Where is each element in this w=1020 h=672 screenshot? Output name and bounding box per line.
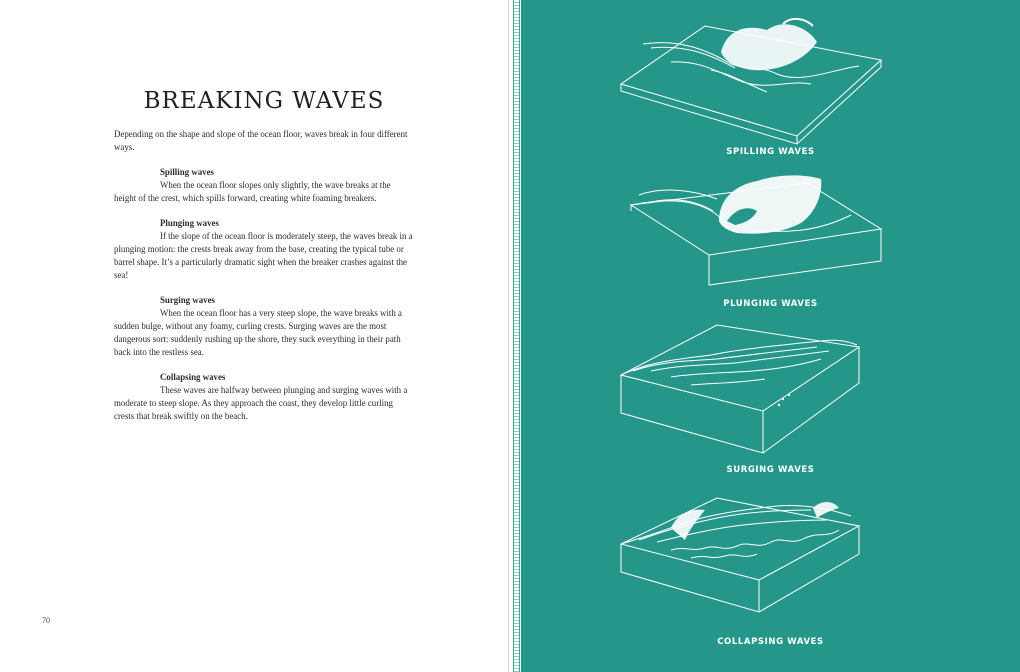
section-text: When the ocean floor has a very steep slope, the wave breaks with a sudden bulge, without any foamy, curling crests. Surging waves are the most dangerous sort: suddenly rushing up the shore, they suck everything in their path back into the restless sea.: [114, 308, 402, 357]
section-surging: [114, 294, 414, 359]
plunging-waves-panel: [521, 165, 1020, 315]
surging-wave-illustration: [521, 315, 1020, 480]
spilling-waves-caption: SPILLING WAVES: [726, 147, 815, 157]
page-number: 70: [42, 616, 50, 625]
plunging-wave-illustration: [521, 165, 1020, 315]
spilling-wave-illustration: [521, 0, 1020, 165]
section-heading: Collapsing waves: [160, 372, 226, 382]
section-text: If the slope of the ocean floor is moderately steep, the waves break in a plunging motion: the crests break away from the base, creating the typical tube or barrel shape. It’s a particularly dramatic sight when the breaker crashes against the sea!: [114, 231, 413, 280]
article-body: [114, 128, 414, 435]
right-page: [521, 0, 1020, 672]
section-plunging: [114, 217, 414, 282]
section-heading: Plunging waves: [160, 218, 219, 228]
intro-paragraph: Depending on the shape and slope of the ocean floor, waves break in four different ways.: [114, 129, 408, 152]
surging-waves-panel: [521, 315, 1020, 480]
spilling-waves-panel: [521, 0, 1020, 165]
page-title: BREAKING WAVES: [143, 88, 385, 114]
section-spilling: [114, 166, 414, 205]
decorative-border: [513, 0, 520, 672]
section-text: When the ocean floor slopes only slightly, the wave breaks at the height of the crest, which spills forward, creating white foaming breakers.: [114, 180, 391, 203]
surging-waves-caption: SURGING WAVES: [726, 465, 815, 475]
section-heading: Surging waves: [160, 295, 215, 305]
section-text: These waves are halfway between plunging and surging waves with a moderate to steep slope. As they approach the coast, they develop little curling crests that break swiftly on the beach.: [114, 385, 408, 421]
book-spine: [508, 0, 522, 672]
collapsing-waves-caption: COLLAPSING WAVES: [717, 637, 824, 647]
plunging-waves-caption: PLUNGING WAVES: [723, 299, 818, 309]
section-collapsing: [114, 371, 414, 423]
collapsing-waves-panel: [521, 480, 1020, 672]
section-heading: Spilling waves: [160, 167, 215, 177]
